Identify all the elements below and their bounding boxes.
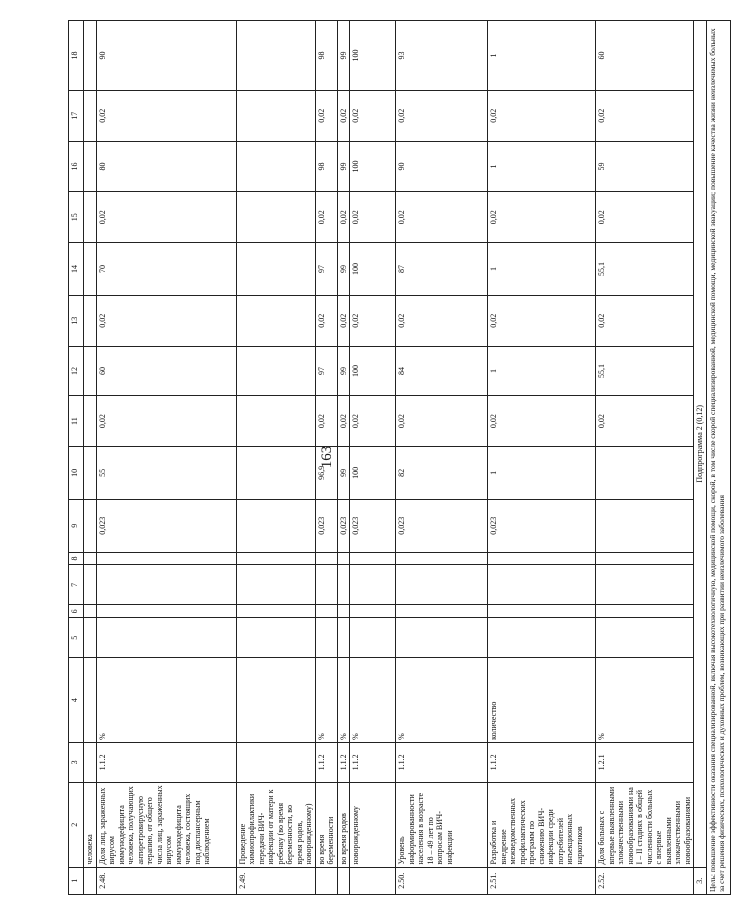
cell-value: 0,02 — [315, 396, 337, 447]
indicator-name: Разработка и внедрение межведомственных профилактических программ по снижению ВИЧ-инфекции среди потребителей инъекционных наркотиков — [488, 783, 596, 868]
cell-value — [350, 618, 396, 658]
cell-value: 0,02 — [488, 90, 596, 141]
cell-value — [236, 618, 315, 658]
col-header: 8 — [69, 552, 84, 565]
cell-value — [84, 90, 97, 141]
cell-value — [236, 90, 315, 141]
continuation-row — [84, 21, 97, 895]
col-header: 12 — [69, 346, 84, 396]
cell-value: 0,02 — [337, 295, 350, 346]
cell-value: 0,023 — [337, 499, 350, 552]
cell-value: 1 — [488, 243, 596, 296]
col-header: 17 — [69, 90, 84, 141]
indicator-name: во время родов — [337, 783, 350, 868]
cell-value — [84, 396, 97, 447]
table-row — [337, 21, 350, 895]
program-code — [236, 742, 315, 782]
cell-value — [96, 605, 236, 618]
col-header: 6 — [69, 605, 84, 618]
indicator-name: Уровень информированности населения в возрасте 18 – 49 лет по вопросам ВИЧ-инфекции — [396, 783, 488, 868]
cell-value: 70 — [96, 243, 236, 296]
cell-value — [396, 552, 488, 565]
col-header: 2 — [69, 783, 84, 868]
cell-value — [315, 552, 337, 565]
indicator-table — [68, 20, 731, 895]
cell-value — [236, 552, 315, 565]
cell-value — [396, 618, 488, 658]
indicator-name: во время беременности — [315, 783, 337, 868]
cell-value: 99 — [337, 447, 350, 500]
cell-value — [596, 447, 694, 500]
program-code: 1.1.2 — [315, 742, 337, 782]
program-code: 1.2.1 — [596, 742, 694, 782]
unit: % — [596, 658, 694, 743]
cell-value: 0,023 — [350, 499, 396, 552]
col-header: 11 — [69, 396, 84, 447]
cell-value: 96,9 — [315, 447, 337, 500]
goal-text: Цель: повышение эффективности оказания специализированной, включая высокотехнологичную, медицинской помощи, скорой, в том числе скорой специализированной, медицинской помощи, медицинской эвакуации; повышение качества жизни неизлечимых больных за счет решения физических, психологических и духовных проблем, возникающих при развитии неизлечимого заболевания — [706, 21, 730, 895]
cell-value — [84, 565, 97, 605]
cell-value — [84, 658, 97, 743]
cell-value: 0,02 — [96, 396, 236, 447]
cell-value: 0,02 — [396, 295, 488, 346]
cell-value — [84, 243, 97, 296]
cell-value: 100 — [350, 141, 396, 192]
table-row — [315, 21, 337, 895]
cell-value: 99 — [337, 346, 350, 396]
col-header: 4 — [69, 658, 84, 743]
row-number: 2.49. — [236, 867, 315, 894]
cell-value: 0,02 — [315, 90, 337, 141]
col-header: 1 — [69, 867, 84, 894]
cell-value: 0,02 — [488, 396, 596, 447]
cell-value — [315, 605, 337, 618]
cell-value: 1 — [488, 447, 596, 500]
rotated-page — [68, 20, 726, 895]
cell-value: 1 — [488, 21, 596, 91]
cell-value: 0,02 — [396, 90, 488, 141]
row-number — [337, 867, 350, 894]
row-number: 2.50. — [396, 867, 488, 894]
cell-value — [596, 552, 694, 565]
cell-value: 0,02 — [337, 192, 350, 243]
cell-value: 0,02 — [337, 90, 350, 141]
header-row — [69, 21, 84, 895]
cell-value — [488, 565, 596, 605]
col-header: 15 — [69, 192, 84, 243]
cell-value: 99 — [337, 243, 350, 296]
indicator-name: человека — [84, 783, 97, 868]
cell-value — [396, 565, 488, 605]
cell-value: 90 — [396, 141, 488, 192]
cell-value: 84 — [396, 346, 488, 396]
cell-value: 90 — [96, 21, 236, 91]
cell-number — [84, 867, 97, 894]
cell-value: 100 — [350, 21, 396, 91]
cell-value — [96, 618, 236, 658]
cell-value — [236, 447, 315, 500]
subprogram-title: Подпрограмма 2 (0,12) — [694, 21, 707, 868]
row-number — [350, 867, 396, 894]
cell-value: 1 — [488, 141, 596, 192]
cell-value: 55,1 — [596, 243, 694, 296]
cell-value — [84, 141, 97, 192]
subprogram-row — [694, 21, 707, 895]
cell-value: 0,02 — [350, 192, 396, 243]
cell-value: 98 — [315, 141, 337, 192]
table-row — [596, 21, 694, 895]
col-header: 7 — [69, 565, 84, 605]
cell-value: 97 — [315, 346, 337, 396]
cell-value — [236, 605, 315, 618]
cell-value — [84, 295, 97, 346]
cell-value: 99 — [337, 141, 350, 192]
cell-value: 0,02 — [488, 295, 596, 346]
col-header: 5 — [69, 618, 84, 658]
indicator-name: Доля лиц, зараженных вирусом иммунодефицита человека, получающих антиретровирусную терапию, от общего числа лиц, зараженных вирусом иммунодефицита человека, состоящих под диспансерным наблюдением — [96, 783, 236, 868]
cell-value — [84, 447, 97, 500]
cell-value: 0,02 — [315, 192, 337, 243]
unit: количество — [488, 658, 596, 743]
cell-value: 0,02 — [488, 192, 596, 243]
table-row — [96, 21, 236, 895]
cell-value — [596, 605, 694, 618]
cell-value: 0,02 — [596, 396, 694, 447]
unit: % — [350, 658, 396, 743]
cell-value — [236, 21, 315, 91]
cell-value — [596, 618, 694, 658]
cell-value — [84, 618, 97, 658]
row-number: 2.51. — [488, 867, 596, 894]
cell-value: 82 — [396, 447, 488, 500]
cell-value: 59 — [596, 141, 694, 192]
cell-value — [84, 346, 97, 396]
cell-value: 0,02 — [396, 192, 488, 243]
table-row — [236, 21, 315, 895]
cell-value — [337, 605, 350, 618]
cell-value — [488, 618, 596, 658]
cell-value: 0,02 — [596, 192, 694, 243]
col-header: 13 — [69, 295, 84, 346]
cell-value: 98 — [315, 21, 337, 91]
cell-value — [84, 605, 97, 618]
row-number: 2.52. — [596, 867, 694, 894]
col-header: 9 — [69, 499, 84, 552]
cell-value: 1 — [488, 346, 596, 396]
cell-value: 100 — [350, 346, 396, 396]
cell-value: 0,02 — [315, 295, 337, 346]
indicator-name: Доля больных с впервые выявленными злокачественными новообразованиями на I – II стадиях в общей численности больных с впервые выявленными злокачественными новообразованиями — [596, 783, 694, 868]
cell-value: 0,02 — [350, 90, 396, 141]
col-header: 18 — [69, 21, 84, 91]
unit: % — [315, 658, 337, 743]
program-code: 1.1.2 — [96, 742, 236, 782]
unit: % — [396, 658, 488, 743]
cell-value: 55 — [96, 447, 236, 500]
col-header: 10 — [69, 447, 84, 500]
cell-value — [236, 396, 315, 447]
cell-value — [337, 565, 350, 605]
cell-value: 100 — [350, 243, 396, 296]
cell-value — [315, 565, 337, 605]
cell-value — [84, 552, 97, 565]
cell-value — [96, 552, 236, 565]
cell-value — [236, 499, 315, 552]
cell-value — [236, 346, 315, 396]
section-number: 3. — [694, 867, 707, 894]
cell-value — [350, 552, 396, 565]
cell-value: 87 — [396, 243, 488, 296]
cell-value: 0,023 — [315, 499, 337, 552]
cell-value: 0,02 — [337, 396, 350, 447]
unit: % — [337, 658, 350, 743]
program-code: 1.1.2 — [488, 742, 596, 782]
cell-value: 0,02 — [396, 396, 488, 447]
table-row — [488, 21, 596, 895]
table-row — [350, 21, 396, 895]
cell-value — [84, 192, 97, 243]
cell-value — [236, 565, 315, 605]
program-code: 1.1.2 — [337, 742, 350, 782]
cell-value: 60 — [96, 346, 236, 396]
unit: % — [96, 658, 236, 743]
cell-value — [315, 618, 337, 658]
cell-value: 93 — [396, 21, 488, 91]
cell-value — [396, 605, 488, 618]
cell-value — [350, 565, 396, 605]
cell-value: 0,02 — [596, 90, 694, 141]
cell-value: 60 — [596, 21, 694, 91]
cell-value — [350, 605, 396, 618]
col-header: 14 — [69, 243, 84, 296]
cell-value: 0,02 — [350, 396, 396, 447]
cell-value: 0,02 — [350, 295, 396, 346]
cell-value: 97 — [315, 243, 337, 296]
cell-value — [236, 141, 315, 192]
cell-value: 0,023 — [396, 499, 488, 552]
program-code: 1.1.2 — [396, 742, 488, 782]
cell-value — [596, 565, 694, 605]
indicator-name: Проведение химиопрофилактики передачи ВИЧ-инфекции от матери к ребенку (во время беременности, во время родов, новорожденному) — [236, 783, 315, 868]
cell-value — [236, 243, 315, 296]
row-number: 2.48. — [96, 867, 236, 894]
cell-value — [337, 618, 350, 658]
cell-value: 0,02 — [596, 295, 694, 346]
cell-value — [337, 552, 350, 565]
cell-value: 0,023 — [96, 499, 236, 552]
cell-value: 0,02 — [96, 192, 236, 243]
unit — [236, 658, 315, 743]
cell-value — [596, 499, 694, 552]
cell-value — [96, 565, 236, 605]
cell-value — [84, 742, 97, 782]
cell-value — [488, 605, 596, 618]
cell-value: 0,02 — [96, 295, 236, 346]
indicator-name: новорожденному — [350, 783, 396, 868]
cell-value — [488, 552, 596, 565]
cell-value — [236, 192, 315, 243]
program-code: 1.1.2 — [350, 742, 396, 782]
row-number — [315, 867, 337, 894]
cell-value — [84, 499, 97, 552]
cell-value: 0,02 — [96, 90, 236, 141]
cell-value — [84, 21, 97, 91]
cell-value — [236, 295, 315, 346]
cell-value: 99 — [337, 21, 350, 91]
cell-value: 0,023 — [488, 499, 596, 552]
col-header: 3 — [69, 742, 84, 782]
cell-value: 100 — [350, 447, 396, 500]
goal-row — [706, 21, 730, 895]
table-row — [396, 21, 488, 895]
page-number: 163 — [319, 445, 335, 469]
cell-value: 55,1 — [596, 346, 694, 396]
cell-value: 80 — [96, 141, 236, 192]
col-header: 16 — [69, 141, 84, 192]
